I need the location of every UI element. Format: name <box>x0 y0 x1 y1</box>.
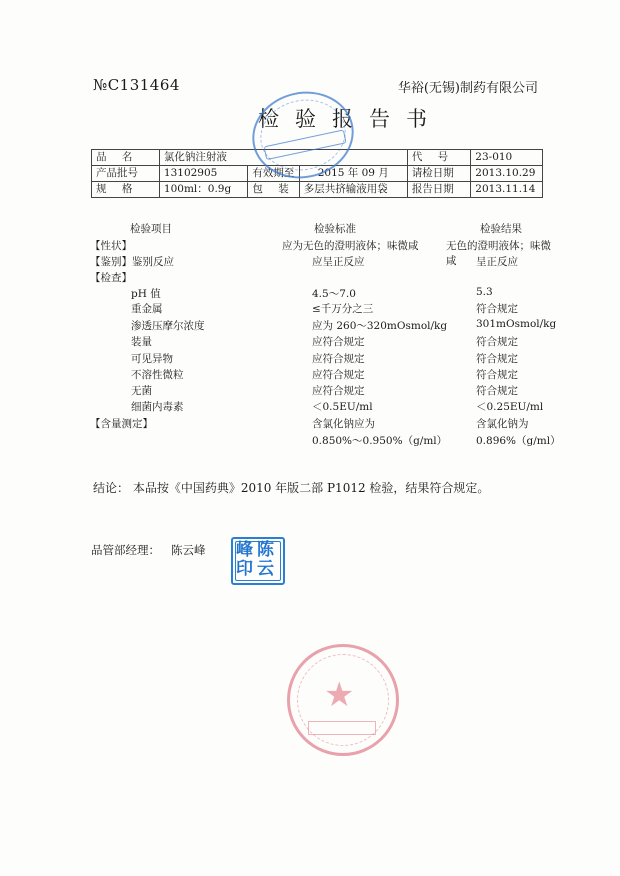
result-row <box>90 433 560 449</box>
result-standard: 应符合规定 <box>312 336 365 348</box>
result-item: 可见异物 <box>131 353 173 365</box>
code-value: 23-010 <box>471 150 543 166</box>
qa-manager-label: 品管部经理： <box>91 543 160 557</box>
result-standard: ＜0.5EU/ml <box>312 401 373 413</box>
report-date-value: 2013.11.14 <box>471 182 543 198</box>
qa-manager-name: 陈云峰 <box>170 543 206 557</box>
result-item: 【性状】 <box>90 240 132 252</box>
product-name-label: 品 名 <box>92 150 160 166</box>
personal-seal-stamp <box>231 537 285 585</box>
result-value: 5.3 <box>476 286 493 298</box>
stamp-char-1: 峰 <box>236 540 253 560</box>
request-date-value: 2013.10.29 <box>471 166 543 182</box>
stamp-char-4: 云 <box>257 559 274 579</box>
result-row <box>90 318 560 334</box>
result-item: 无菌 <box>131 385 152 397</box>
spec-value: 100ml：0.9g <box>159 182 247 198</box>
result-standard: 应符合规定 <box>312 369 365 381</box>
result-row <box>90 383 560 399</box>
result-row <box>90 270 560 286</box>
expiry-label: 有效期至 <box>248 166 299 182</box>
result-row <box>90 399 560 415</box>
seal-star-icon: ★ <box>324 675 355 715</box>
result-standard: 应为 260～320mOsmol/kg <box>312 320 448 332</box>
info-row-spec <box>92 182 543 198</box>
result-row <box>90 334 560 350</box>
result-row <box>90 301 560 317</box>
result-standard: ≤千万分之三 <box>312 303 374 315</box>
expiry-value: 2015 年 09 月 <box>299 166 407 182</box>
results-header <box>90 221 560 237</box>
result-value: 符合规定 <box>476 369 518 381</box>
qa-manager-signature <box>91 542 205 558</box>
spec-label: 规 格 <box>92 182 160 198</box>
result-value: ＜0.25EU/ml <box>476 401 544 413</box>
result-value: 符合规定 <box>476 353 518 365</box>
result-value: 符合规定 <box>476 336 518 348</box>
report-number: №C131464 <box>93 76 180 94</box>
result-item: 渗透压摩尔浓度 <box>131 320 205 332</box>
result-standard: 应为无色的澄明液体；味微咸 <box>282 240 419 252</box>
result-item: 装量 <box>131 336 152 348</box>
result-standard: 4.5～7.0 <box>312 288 356 300</box>
result-item: 不溶性微粒 <box>131 369 184 381</box>
result-row <box>90 286 560 302</box>
result-row <box>90 254 560 270</box>
result-item: 【检查】 <box>90 272 132 284</box>
result-standard: 应符合规定 <box>312 353 365 365</box>
report-date-label: 报告日期 <box>407 182 470 198</box>
result-item: pH 值 <box>131 288 161 300</box>
batch-value: 13102905 <box>159 166 247 182</box>
result-value: 0.896%（g/ml） <box>476 435 561 447</box>
package-value: 多层共挤输液用袋 <box>299 182 407 198</box>
batch-label: 产品批号 <box>92 166 160 182</box>
result-value: 301mOsmol/kg <box>476 318 557 330</box>
column-standard-header: 检验标准 <box>314 223 356 235</box>
result-value: 符合规定 <box>476 303 518 315</box>
result-row <box>90 351 560 367</box>
red-company-seal <box>287 644 399 756</box>
product-name-value: 氯化钠注射液 <box>159 150 407 166</box>
result-item: 重金属 <box>131 303 163 315</box>
result-standard: 含氯化钠应为 <box>312 418 375 430</box>
result-item: 【含量测定】 <box>90 418 153 430</box>
result-value: 符合规定 <box>476 385 518 397</box>
request-date-label: 请检日期 <box>407 166 470 182</box>
company-name: 华裕(无锡)制药有限公司 <box>397 81 538 96</box>
result-value: 含氯化钠为 <box>476 418 529 430</box>
stamp-char-2: 陈 <box>257 540 274 560</box>
code-label: 代 号 <box>407 150 470 166</box>
conclusion-text: 结论： 本品按《中国药典》2010 年版二部 P1012 检验，结果符合规定。 <box>93 481 490 495</box>
column-result-header: 检验结果 <box>480 223 522 235</box>
result-item: 细菌内毒素 <box>131 401 184 413</box>
package-label: 包 装 <box>248 182 299 198</box>
result-row <box>90 367 560 383</box>
stamp-char-3: 印 <box>236 559 253 579</box>
result-standard: 应符合规定 <box>312 385 365 397</box>
result-item: 【鉴别】鉴别反应 <box>90 256 174 268</box>
result-row <box>90 416 560 432</box>
result-standard: 应呈正反应 <box>312 256 365 268</box>
result-standard: 0.850%～0.950%（g/ml） <box>312 435 448 447</box>
column-item-header: 检验项目 <box>130 223 172 235</box>
document-title: 检验报告书 <box>258 107 443 131</box>
result-value: 无色的澄明液体；味微咸 <box>446 240 551 267</box>
result-value: 呈正反应 <box>476 256 518 268</box>
